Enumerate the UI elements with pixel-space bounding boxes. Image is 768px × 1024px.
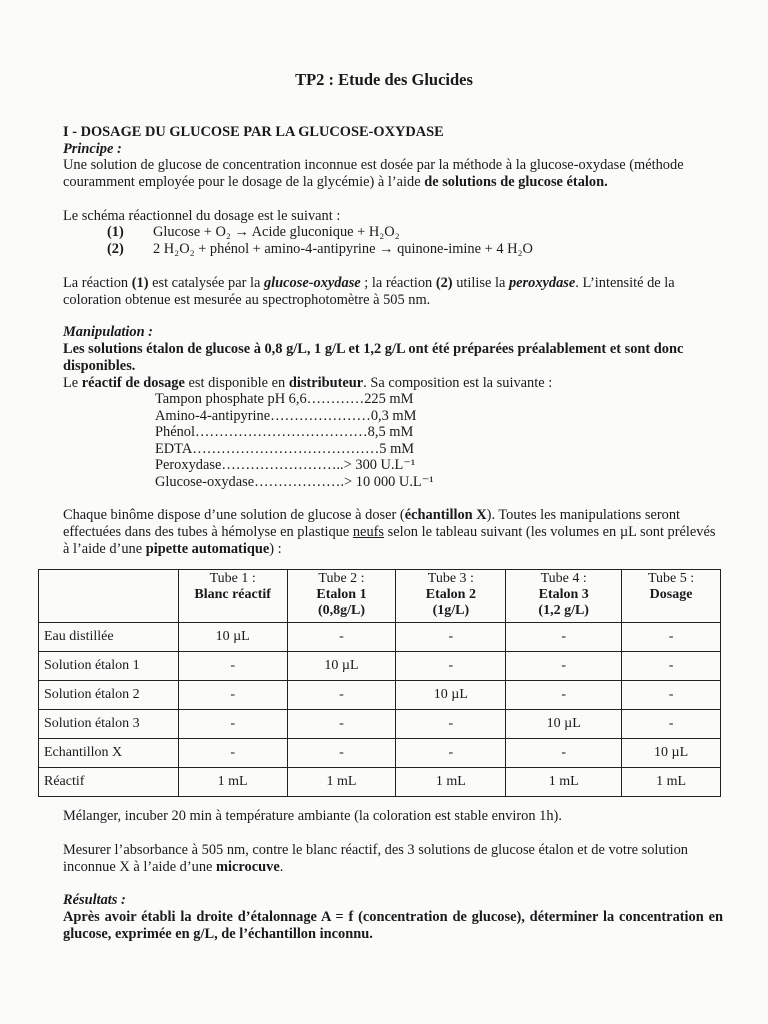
table-row [39,739,721,768]
reaction-2 [63,241,723,258]
table-row [39,768,721,797]
table-cell: - [622,681,721,710]
table-header-empty [39,570,179,623]
reaction-1 [63,224,723,241]
tubes-table [38,569,721,797]
resultats-label: Résultats : [63,892,126,908]
table-cell: - [287,681,396,710]
composition-item: Glucose-oxydase……………….> 10 000 U.L⁻¹ [155,473,434,490]
table-cell: 1 mL [396,768,506,797]
prepared-solutions-text: Les solutions étalon de glucose à 0,8 g/L, 1 g/L et 1,2 g/L ont été préparées préalablement et sont donc disponibles. [63,341,684,374]
table-cell: 1 mL [178,768,287,797]
table-cell: 10 µL [396,681,506,710]
binome-paragraph: Chaque binôme dispose d’une solution de glucose à doser (échantillon X). Toutes les manipulations seront effectuées dans des tubes à hémolyse en plastique neufs selon le tableau suivant (les volumes en µL sont prélevés à l’aide d’une pipette automatique) : [63,507,716,557]
table-cell: 1 mL [622,768,721,797]
table-cell: - [396,739,506,768]
schema-intro: Le schéma réactionnel du dosage est le suivant : [63,208,341,224]
manipulation-label: Manipulation : [63,324,153,340]
row-label: Réactif [39,768,179,797]
table-cell: 10 µL [622,739,721,768]
table-header-row [39,570,721,623]
table-cell: - [506,739,622,768]
glucose-oxydase-term: glucose-oxydase [263,275,361,291]
table-row [39,623,721,652]
row-label: Eau distillée [39,623,179,652]
mesurer-paragraph: Mesurer l’absorbance à 505 nm, contre le blanc réactif, des 3 solutions de glucose étalon et de votre solution inconnue X à l’aide d’une microcuve. [63,842,688,875]
table-cell: - [506,681,622,710]
reaction-number: (2) [107,241,124,257]
table-cell: - [396,623,506,652]
section-heading: I - DOSAGE DU GLUCOSE PAR LA GLUCOSE-OXYDASE [63,124,444,140]
reaction-list [63,224,723,258]
table-cell: - [506,652,622,681]
table-cell: - [396,652,506,681]
table-header-tube-2: Tube 2 : Etalon 1 (0,8g/L) [287,570,396,623]
table-cell: - [287,623,396,652]
table-cell: - [622,623,721,652]
table-cell: - [178,739,287,768]
reactif-paragraph: Le réactif de dosage est disponible en distributeur. Sa composition est la suivante : [63,375,553,391]
table-cell: 1 mL [506,768,622,797]
row-label: Solution étalon 1 [39,652,179,681]
row-label: Solution étalon 3 [39,710,179,739]
table-cell: - [622,652,721,681]
row-label: Echantillon X [39,739,179,768]
reaction-equation: 2 H₂O₂ + phénol + amino-4-antipyrine → quinone-imine + 4 H₂O [153,241,533,257]
table-row [39,710,721,739]
page-title: TP2 : Etude des Glucides [295,70,473,89]
table-cell: - [506,623,622,652]
table-cell: - [287,739,396,768]
resultats-text: Après avoir établi la droite d’étalonnage A = f (concentration de glucose), déterminer la concentration en glucose, exprimée en g/L, de l’échantillon inconnu. [63,909,723,942]
principe-paragraph [63,157,723,191]
composition-item: EDTA…………………………………5 mM [155,440,415,457]
table-cell: 10 µL [178,623,287,652]
table-header-tube-4: Tube 4 : Etalon 3 (1,2 g/L) [506,570,622,623]
table-cell: 10 µL [506,710,622,739]
table-cell: - [178,710,287,739]
row-label: Solution étalon 2 [39,681,179,710]
table-cell: - [178,681,287,710]
table-cell: 1 mL [287,768,396,797]
reaction-equation: Glucose + O₂ → Acide gluconique + H₂O₂ [153,224,400,240]
catalyse-paragraph: La réaction (1) est catalysée par la glucose-oxydase ; la réaction (2) utilise la peroxydase. L’intensité de la coloration obtenue est mesurée au spectrophotomètre à 505 nm. [63,275,675,308]
reaction-number: (1) [107,224,124,240]
principe-label: Principe : [63,141,122,157]
table-header-tube-3: Tube 3 : Etalon 2 (1g/L) [396,570,506,623]
table-cell: - [622,710,721,739]
peroxydase-term: peroxydase [508,275,576,291]
composition-list [155,391,434,490]
principe-text: Une solution de glucose de concentration inconnue est dosée par la méthode à la glucose-oxydase (méthode couramment employée pour le dosage de la glycémie) à l’aide [63,157,684,190]
composition-item: Phénol………………………………8,5 mM [155,424,414,440]
table-cell: - [396,710,506,739]
table-header-tube-1: Tube 1 : Blanc réactif [178,570,287,623]
melanger-text: Mélanger, incuber 20 min à température ambiante (la coloration est stable environ 1h). [63,808,562,824]
composition-item: Tampon phosphate pH 6,6…………225 mM [155,391,414,407]
principe-text-bold: de solutions de glucose étalon. [424,174,608,190]
table-cell: 10 µL [287,652,396,681]
table-row [39,652,721,681]
table-cell: - [287,710,396,739]
table-cell: - [178,652,287,681]
composition-item: Amino-4-antipyrine…………………0,3 mM [155,407,417,424]
table-row [39,681,721,710]
composition-item: Peroxydase……………………..> 300 U.L⁻¹ [155,457,416,473]
table-header-tube-5: Tube 5 : Dosage [622,570,721,623]
